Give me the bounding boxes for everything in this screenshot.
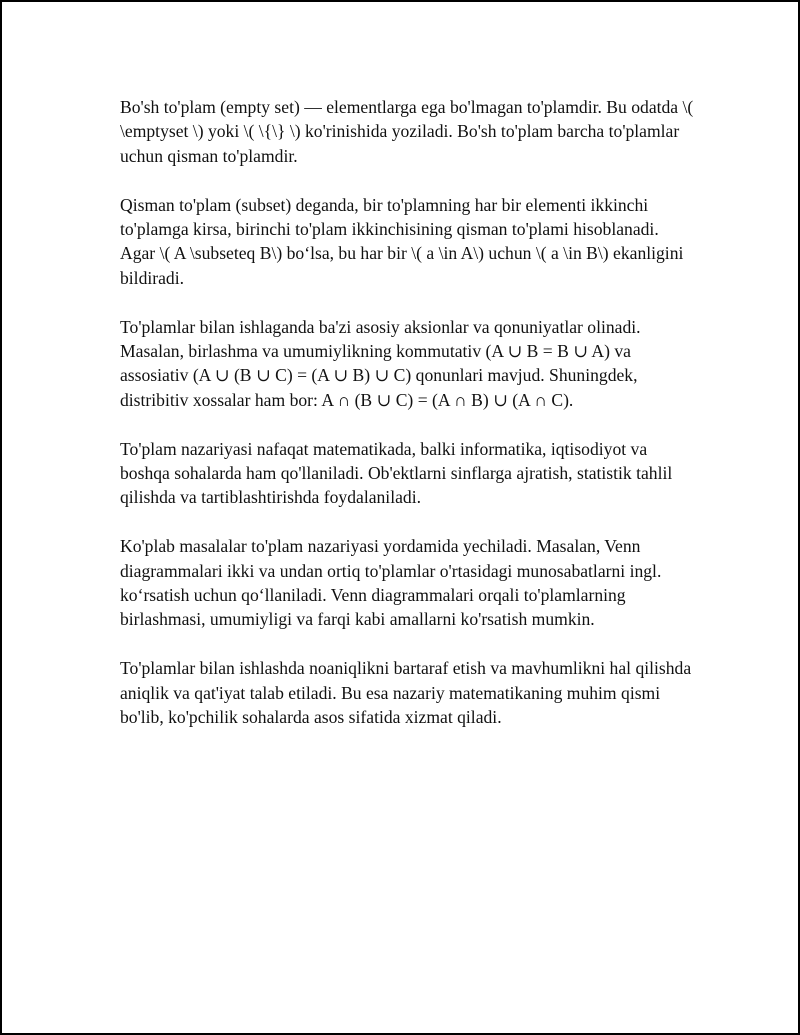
paragraph-conclusion: To'plamlar bilan ishlashda noaniqlikni bartaraf etish va mavhumlikni hal qilishda aniqlik va qat'iyat talab etiladi. Bu esa nazariy matematikaning muhim qismi bo'lib, ko'pchilik sohalarda asos sifatida xizmat qiladi. xyxy=(120,658,692,728)
document-body xyxy=(120,95,695,729)
paragraph-subset: Qisman to'plam (subset) deganda, bir to'plamning har bir elementi ikkinchi to'plamga kirsa, birinchi to'plam ikkinchisining qisman to'plami hisoblanadi. Agar \( A \subseteq B\) bo‘lsa, bu har bir \( a \in A\) uchun \( a \in B\) ekanligini bildiradi. xyxy=(120,194,684,288)
paragraph-empty-set: Bo'sh to'plam (empty set) — elementlarga ega bo'lmagan to'plamdir. Bu odatda \( \emptyset \) yoki \( \{\} \) ko'rinishida yoziladi. Bo'sh to'plam barcha to'plamlar uchun qisman to'plamdir. xyxy=(120,97,694,166)
paragraph-venn-diagrams: Ko'plab masalalar to'plam nazariyasi yordamida yechiladi. Masalan, Venn diagrammalari ikki va undan ortiq to'plamlar o'rtasidagi munosabatlarni ingl. ko‘rsatish uchun qo‘llaniladi. Venn diagrammalari orqali to'plamlarning birlashmasi, umumiyligi va farqi kabi amallarni ko'rsatish mumkin. xyxy=(120,536,662,630)
paragraph-axioms: To'plamlar bilan ishlaganda ba'zi asosiy aksionlar va qonuniyatlar olinadi. Masalan, birlashma va umumiylikning kommutativ (A ∪ B = B ∪ A) va assosiativ (A ∪ (B ∪ C) = (A ∪ B) ∪ C) qonunlari mavjud. Shuningdek, distribitiv xossalar ham bor: A ∩ (B ∪ C) = (A ∩ B) ∪ (A ∩ C). xyxy=(120,316,641,410)
paragraph-applications: To'plam nazariyasi nafaqat matematikada, balki informatika, iqtisodiyot va boshqa sohalarda ham qo'llaniladi. Ob'ektlarni sinflarga ajratish, statistik tahlil qilishda va tartiblashtirishda foydalaniladi. xyxy=(120,438,673,508)
